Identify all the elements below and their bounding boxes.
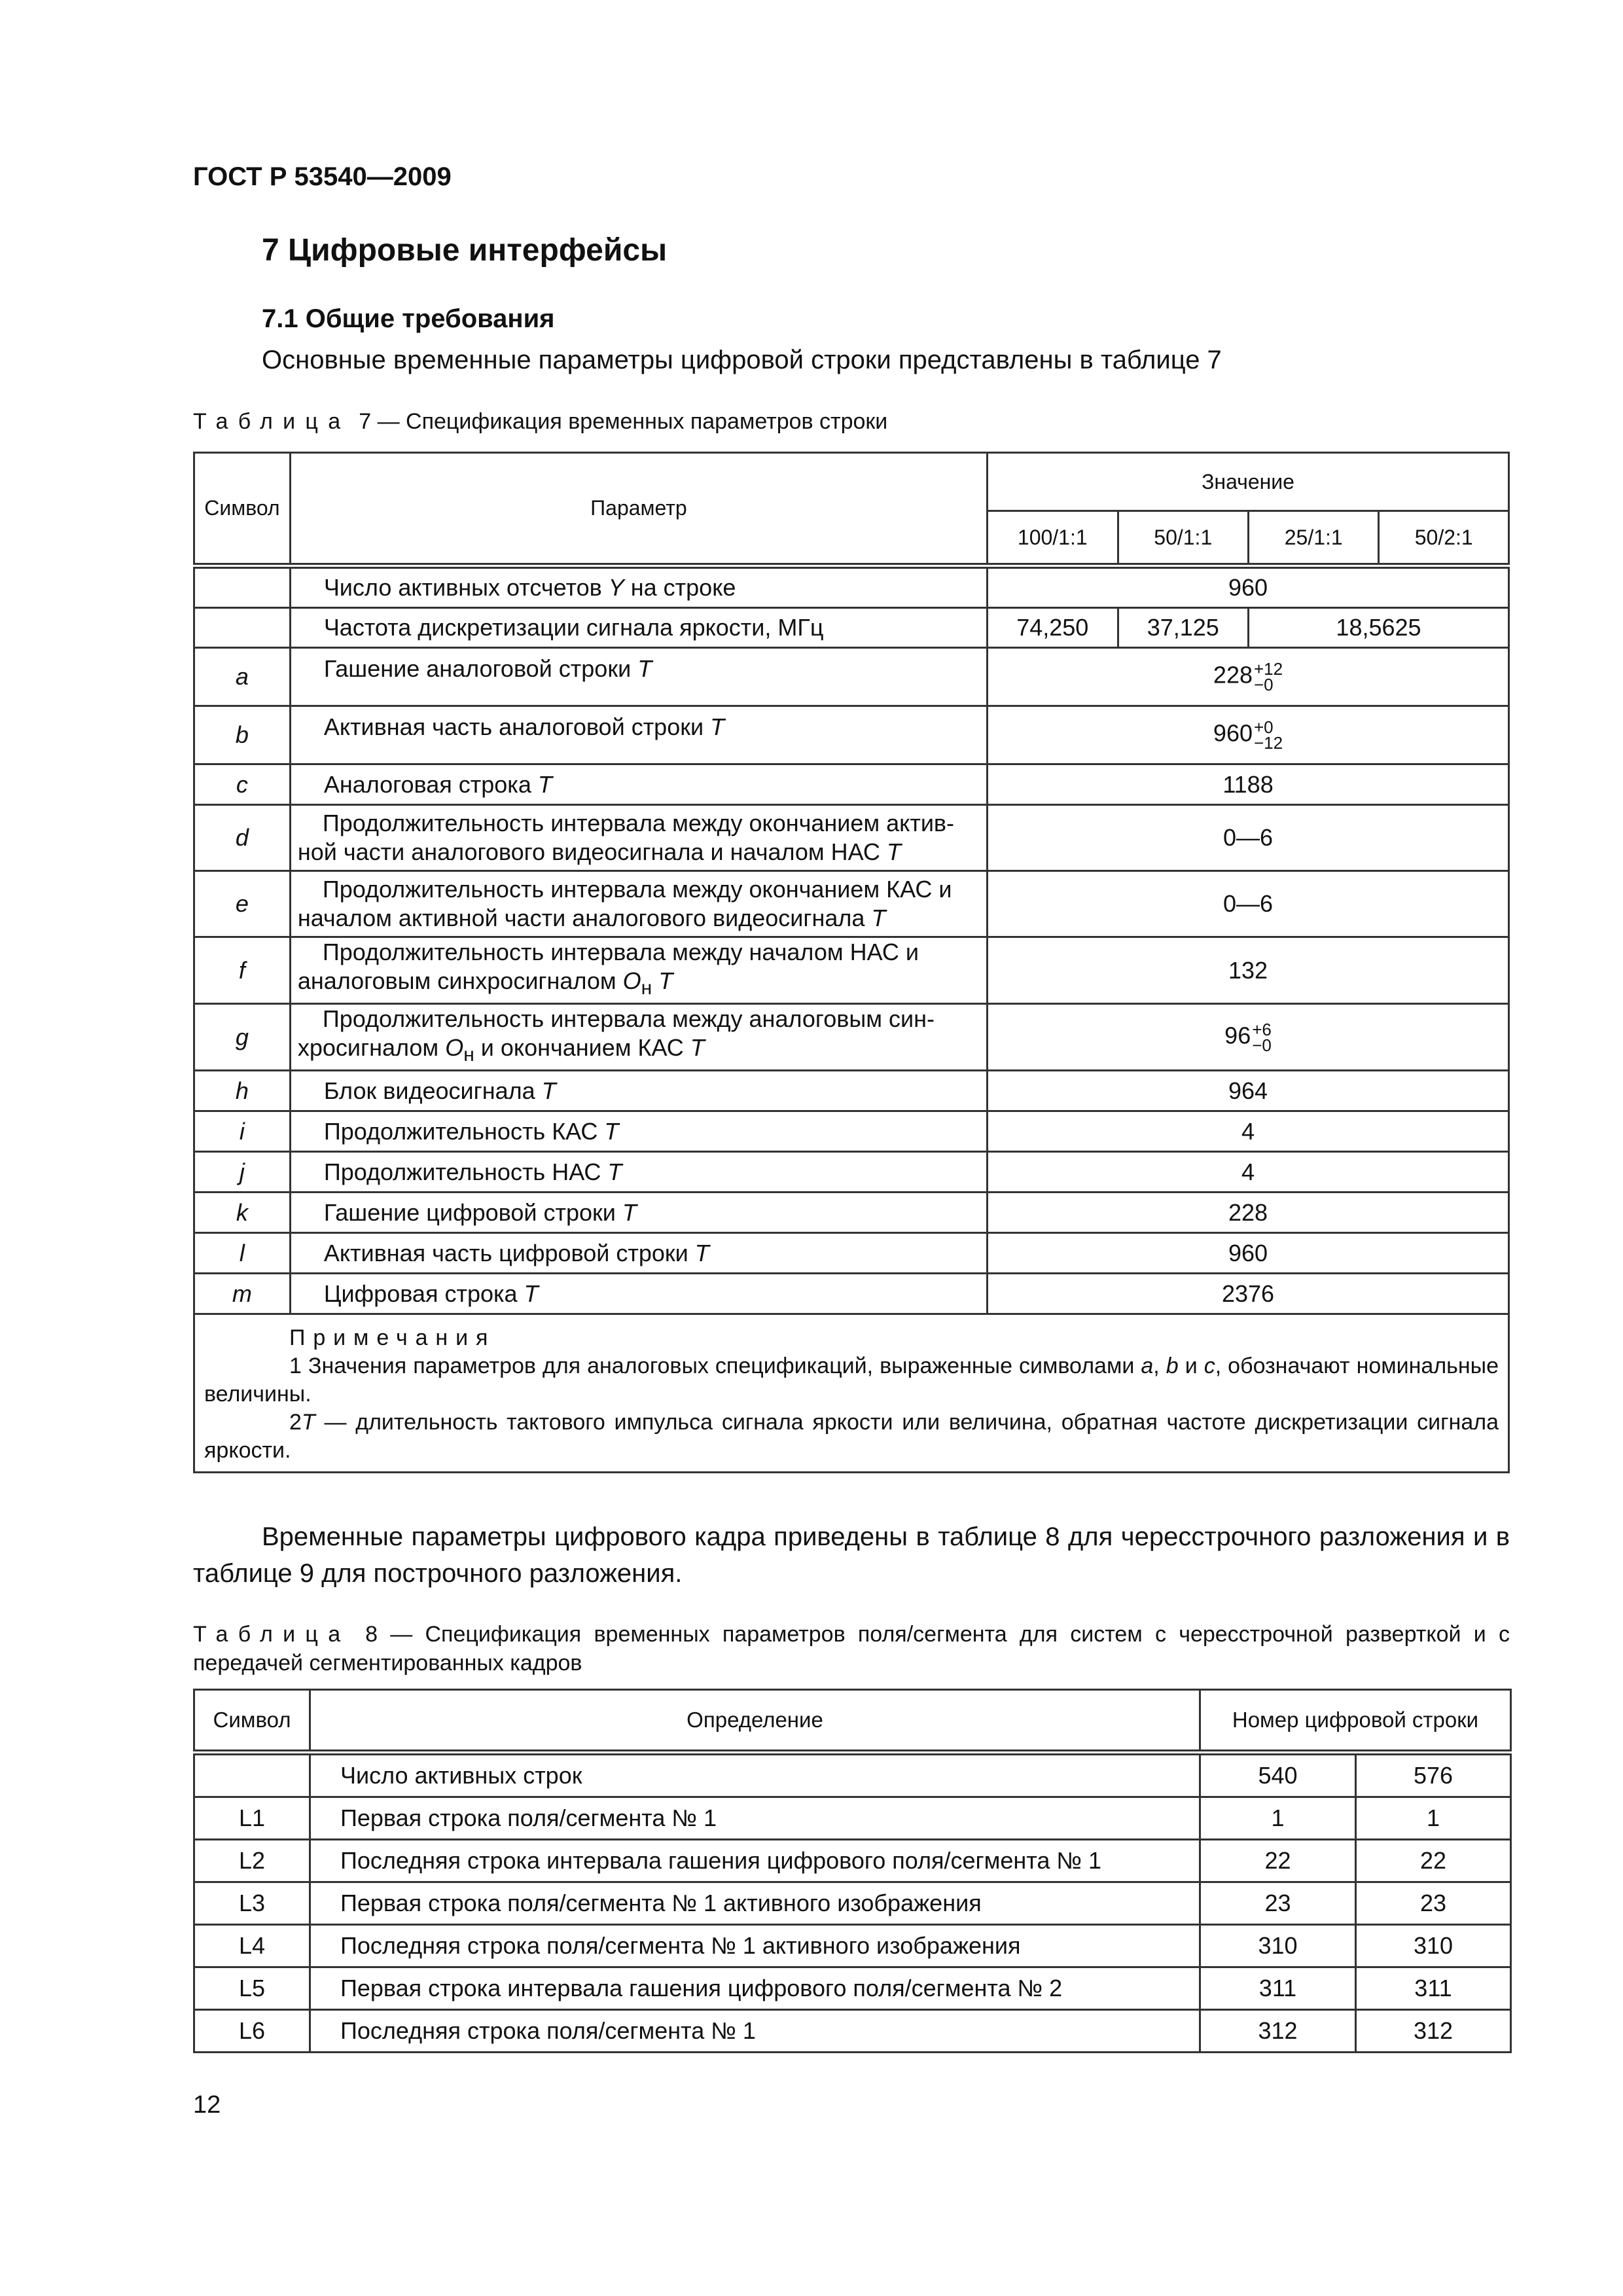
parameter-symbol: T	[622, 1198, 637, 1226]
note-symbol: c	[1204, 1354, 1215, 1379]
table-row	[194, 1071, 1509, 1111]
document-code: ГОСТ Р 53540—2009	[193, 162, 452, 191]
value-cell: 310	[1200, 1925, 1356, 1967]
definition-cell: Последняя строка интервала гашения цифрового поля/сегмента № 1	[310, 1840, 1200, 1882]
symbol-cell: e	[194, 871, 291, 937]
parameter-text: Продолжительность интервала между окончанием КАС и	[322, 876, 952, 903]
table7-header-format: 25/1:1	[1248, 511, 1378, 566]
parameter-symbol: T	[690, 1034, 705, 1062]
value-cell	[988, 648, 1509, 706]
table7-header-value: Значение	[988, 453, 1509, 511]
tolerance	[1254, 719, 1283, 751]
definition-cell: Первая строка поля/сегмента № 1	[310, 1797, 1200, 1840]
symbol-cell: b	[194, 706, 291, 764]
table-row	[194, 805, 1509, 871]
symbol-cell: L2	[194, 1840, 310, 1882]
tolerance-lower: −12	[1254, 733, 1283, 753]
table-row	[194, 608, 1509, 648]
parameter-text: ной части аналогового видеосигнала и началом НАС	[297, 838, 887, 865]
symbol-cell: L5	[194, 1967, 310, 2010]
parameter-cell	[290, 1071, 987, 1111]
note-text: и	[1178, 1354, 1204, 1379]
table-row	[194, 937, 1509, 1004]
parameter-cell	[290, 1152, 987, 1193]
value-cell: 0—6	[988, 805, 1509, 871]
parameter-symbol: Y	[608, 574, 624, 601]
table7-header-format: 50/1:1	[1118, 511, 1248, 566]
value-base: 960	[1213, 719, 1253, 747]
note-1	[204, 1352, 1499, 1408]
value-cell: 312	[1356, 2010, 1511, 2053]
parameter-text: Гашение цифровой строки	[323, 1198, 622, 1226]
table8-caption-text: 8 — Спецификация временных параметров поля/сегмента для систем с чересстрочной разверткой и с передачей сегментированных кадров	[193, 1622, 1510, 1676]
symbol-cell: d	[194, 805, 291, 871]
parameter-text: началом активной части аналогового видеосигнала	[297, 905, 872, 931]
symbol-cell	[194, 608, 291, 648]
tolerance-lower: −0	[1252, 1035, 1272, 1055]
table7	[193, 452, 1510, 1473]
value-base: 96	[1224, 1022, 1251, 1049]
note-text: ,	[1153, 1354, 1166, 1379]
parameter-cell	[290, 706, 987, 764]
note-text: 1 Значения параметров для аналоговых спецификаций, выраженные символами	[289, 1354, 1141, 1379]
note-text: , обозначают номинальные величины.	[204, 1354, 1499, 1407]
parameter-symbol: T	[871, 905, 886, 931]
parameter-symbol: T	[658, 967, 673, 994]
table-row	[194, 1840, 1511, 1882]
parameter-cell	[290, 1233, 987, 1274]
definition-cell: Первая строка поля/сегмента № 1 активного изображения	[310, 1882, 1200, 1925]
section-title: 7 Цифровые интерфейсы	[262, 233, 668, 268]
value-cell: 311	[1200, 1967, 1356, 2010]
definition-cell: Число активных строк	[310, 1753, 1200, 1797]
value-cell: 1	[1356, 1797, 1511, 1840]
parameter-cell	[290, 1004, 987, 1071]
parameter-text: Продолжительность НАС	[323, 1158, 608, 1185]
parameter-symbol: T	[637, 655, 652, 682]
parameter-text: хросигналом	[297, 1034, 446, 1062]
value-cell: 312	[1200, 2010, 1356, 2053]
tolerance	[1252, 1019, 1272, 1055]
parameter-cell	[290, 871, 987, 937]
table-row	[194, 1882, 1511, 1925]
symbol-cell: l	[194, 1233, 291, 1274]
parameter-text: Активная часть цифровой строки	[323, 1239, 695, 1266]
table7-caption-word: Таблица	[193, 409, 351, 434]
subsection-title: 7.1 Общие требования	[262, 304, 555, 333]
value-cell: 23	[1200, 1882, 1356, 1925]
table8-header-symbol: Символ	[194, 1690, 310, 1753]
parameter-symbol: T	[710, 713, 725, 740]
value-cell	[988, 706, 1509, 764]
symbol-cell: i	[194, 1111, 291, 1152]
parameter-symbol: O	[622, 967, 641, 994]
parameter-text: Число активных отсчетов	[323, 574, 609, 601]
symbol-cell: g	[194, 1004, 291, 1071]
table8-caption	[193, 1620, 1510, 1677]
table-row	[194, 1233, 1509, 1274]
table7-header-format: 50/2:1	[1379, 511, 1509, 566]
parameter-cell	[290, 805, 987, 871]
value-cell: 18,5625	[1248, 608, 1508, 648]
parameter-symbol: T	[604, 1117, 619, 1145]
value-cell: 311	[1356, 1967, 1511, 2010]
symbol-cell: m	[194, 1274, 291, 1314]
value-cell: 74,250	[988, 608, 1118, 648]
note-text: 2	[289, 1410, 302, 1435]
value-cell	[988, 1004, 1509, 1071]
parameter-cell	[290, 937, 987, 1004]
parameter-text: аналоговым синхросигналом	[297, 967, 623, 994]
tolerance-upper: +6	[1252, 1019, 1272, 1039]
parameter-text: Продолжительность интервала между аналоговым син-	[322, 1005, 935, 1033]
value-cell: 960	[988, 566, 1509, 608]
parameter-text: Продолжительность КАС	[323, 1117, 605, 1145]
value-base: 228	[1213, 661, 1253, 689]
table-row	[194, 648, 1509, 706]
table-notes-row	[194, 1314, 1509, 1473]
value-cell: 23	[1356, 1882, 1511, 1925]
table8-header-line-number: Номер цифровой строки	[1200, 1690, 1511, 1753]
table-row	[194, 871, 1509, 937]
definition-cell: Последняя строка поля/сегмента № 1	[310, 2010, 1200, 2053]
table7-notes	[194, 1314, 1509, 1473]
definition-cell: Первая строка интервала гашения цифрового поля/сегмента № 2	[310, 1967, 1200, 2010]
parameter-symbol: T	[607, 1158, 622, 1185]
table8-caption-word: Таблица	[193, 1622, 351, 1647]
tolerance	[1254, 661, 1283, 692]
value-cell: 132	[988, 937, 1509, 1004]
parameter-text: на строке	[624, 574, 736, 601]
symbol-cell: L3	[194, 1882, 310, 1925]
table-row	[194, 764, 1509, 805]
table7-caption	[193, 409, 887, 435]
parameter-cell	[290, 566, 987, 608]
table7-header-symbol: Символ	[194, 453, 291, 566]
parameter-subscript: н	[641, 977, 652, 999]
table7-header-format: 100/1:1	[988, 511, 1118, 566]
table-row	[194, 1274, 1509, 1314]
note-text: — длительность тактового импульса сигнала яркости или величина, обратная частоте дискретизации сигнала яркости.	[204, 1410, 1499, 1463]
parameter-subscript: н	[463, 1044, 474, 1066]
tolerance-lower: −0	[1254, 675, 1274, 694]
parameter-symbol: T	[541, 1077, 556, 1104]
value-cell: 22	[1356, 1840, 1511, 1882]
table-row	[194, 566, 1509, 608]
page-number: 12	[193, 2091, 221, 2119]
symbol-cell	[194, 566, 291, 608]
value-cell: 576	[1356, 1753, 1511, 1797]
table-row	[194, 1753, 1511, 1797]
parameter-text: Блок видеосигнала	[323, 1077, 542, 1104]
table-row	[194, 1193, 1509, 1233]
parameter-text: и окончанием КАС	[474, 1034, 690, 1062]
tolerance-upper: +0	[1254, 717, 1274, 737]
parameter-cell: Частота дискретизации сигнала яркости, МГц	[290, 608, 987, 648]
value-cell: 964	[988, 1071, 1509, 1111]
symbol-cell	[194, 1753, 310, 1797]
parameter-cell	[290, 1274, 987, 1314]
symbol-cell: L1	[194, 1797, 310, 1840]
value-cell: 960	[988, 1233, 1509, 1274]
parameter-text: Активная часть аналоговой строки	[323, 713, 711, 740]
value-cell: 1	[1200, 1797, 1356, 1840]
table-row	[194, 1111, 1509, 1152]
parameter-text: Аналоговая строка	[323, 770, 538, 798]
table-row	[194, 1797, 1511, 1840]
note-symbol: a	[1141, 1354, 1154, 1379]
table-row	[194, 706, 1509, 764]
parameter-text: Продолжительность интервала между началом НАС и	[322, 939, 919, 965]
parameter-symbol: T	[524, 1280, 539, 1307]
symbol-cell: a	[194, 648, 291, 706]
symbol-cell: f	[194, 937, 291, 1004]
value-cell: 540	[1200, 1753, 1356, 1797]
table-row	[194, 1967, 1511, 2010]
intro-paragraph: Основные временные параметры цифровой строки представлены в таблице 7	[262, 346, 1222, 374]
notes-heading: Примечания	[289, 1325, 496, 1351]
value-cell: 1188	[988, 764, 1509, 805]
value-cell: 37,125	[1118, 608, 1248, 648]
parameter-text: Цифровая строка	[323, 1280, 524, 1307]
parameter-text: Гашение аналоговой строки	[323, 655, 638, 682]
value-cell: 4	[988, 1152, 1509, 1193]
table7-header-parameter: Параметр	[290, 453, 987, 566]
parameter-cell	[290, 1193, 987, 1233]
table-row	[194, 1004, 1509, 1071]
value-cell: 2376	[988, 1274, 1509, 1314]
definition-cell: Последняя строка поля/сегмента № 1 активного изображения	[310, 1925, 1200, 1967]
note-symbol: b	[1166, 1354, 1179, 1379]
note-2	[204, 1408, 1499, 1465]
parameter-symbol: T	[694, 1239, 709, 1266]
body-paragraph: Временные параметры цифрового кадра приведены в таблице 8 для чересстрочного разложения и в таблице 9 для построчного разложения.	[193, 1522, 1510, 1588]
parameter-cell	[290, 648, 987, 706]
parameter-text: Продолжительность интервала между окончанием актив-	[322, 810, 955, 836]
table-row	[194, 1925, 1511, 1967]
note-symbol: T	[301, 1410, 315, 1435]
parameter-symbol: O	[445, 1034, 464, 1062]
tolerance-upper: +12	[1254, 659, 1283, 679]
parameter-cell	[290, 764, 987, 805]
symbol-cell: c	[194, 764, 291, 805]
value-cell: 310	[1356, 1925, 1511, 1967]
symbol-cell: L6	[194, 2010, 310, 2053]
value-cell: 228	[988, 1193, 1509, 1233]
table8	[193, 1689, 1512, 2053]
table-row	[194, 1152, 1509, 1193]
value-cell: 22	[1200, 1840, 1356, 1882]
symbol-cell: j	[194, 1152, 291, 1193]
table-row	[194, 2010, 1511, 2053]
parameter-symbol: T	[886, 838, 901, 865]
value-cell: 0—6	[988, 871, 1509, 937]
symbol-cell: L4	[194, 1925, 310, 1967]
table7-caption-text: 7 — Спецификация временных параметров строки	[352, 409, 888, 434]
parameter-cell	[290, 1111, 987, 1152]
value-cell: 4	[988, 1111, 1509, 1152]
symbol-cell: h	[194, 1071, 291, 1111]
symbol-cell: k	[194, 1193, 291, 1233]
parameter-symbol: T	[537, 770, 552, 798]
table8-header-definition: Определение	[310, 1690, 1200, 1753]
